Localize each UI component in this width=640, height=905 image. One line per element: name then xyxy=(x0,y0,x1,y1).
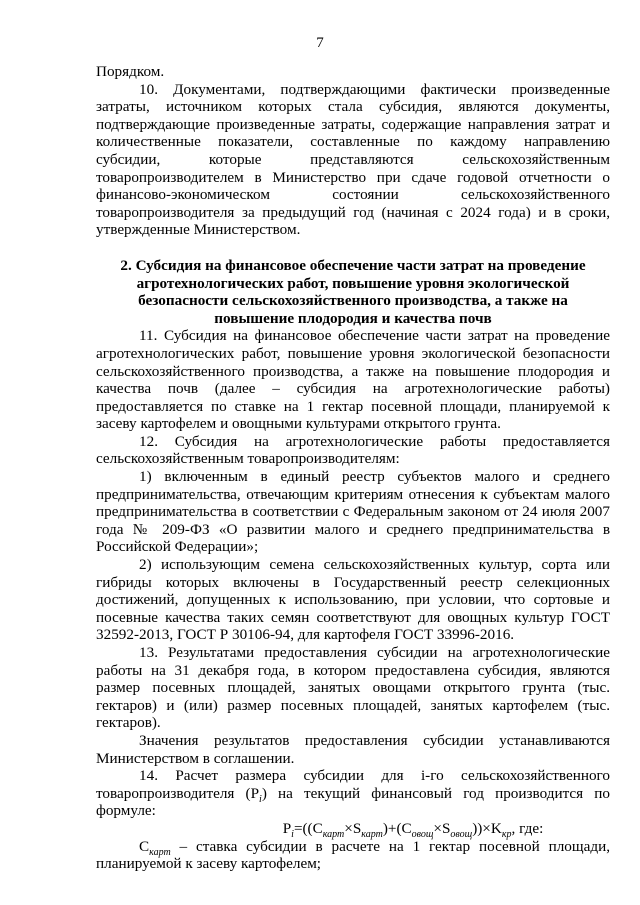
formula-sub-kart-1: карт xyxy=(322,828,345,840)
formula xyxy=(96,820,610,838)
formula-sub-kart-2: карт xyxy=(361,828,383,840)
formula-close: ))×K xyxy=(472,819,502,837)
definition-c-text: – ставка субсидии в расчете на 1 гектар посевной площади, планируемой к засеву картофелем; xyxy=(96,837,610,873)
definition-c-kart xyxy=(96,838,610,873)
formula-open: =((C xyxy=(293,819,323,837)
paragraph-14-end: ) на текущий финансовый год производится по формуле: xyxy=(96,784,610,820)
paragraph-14 xyxy=(96,767,610,820)
paragraph-10: 10. Документами, подтверждающими фактически произведенные затраты, источником которых стала субсидия, являются документы, подтверждающие произведенные затраты, содержащие направления затрат и количественные показатели, составленные по каждому направлению субсидии, которые представляются сельскохозяйственным товаропроизводителем в Министерство при сдаче годовой отчетности о финансово-экономическом состоянии сельскохозяйственного товаропроизводителя за предыдущий год (начиная с 2024 года) и в сроки, утвержденные Министерством. xyxy=(96,80,610,239)
paragraph-intro-tail: Порядком. xyxy=(96,63,165,80)
document-body xyxy=(96,63,610,873)
formula-times-2: ×S xyxy=(433,819,451,837)
formula-sub-ovoshch-1: овощ xyxy=(411,828,434,840)
formula-sub-kr: кр xyxy=(501,828,512,840)
paragraph-12-item-1: 1) включенным в единый реестр субъектов малого и среднего предпринимательства, отвечающим критериям отнесения к субъектам малого предпринимательства в соответствии с Федеральным законом от 24 июля 2007 года № 209-ФЗ «О развитии малого и среднего предпринимательства в Российской Федерации»; xyxy=(96,468,610,556)
paragraph-14-start: 14. Расчет размера субсидии для i-го сельскохозяйственного товаропроизводителя (P xyxy=(96,767,610,802)
page-number: 7 xyxy=(316,35,324,51)
paragraph-12-item-2: 2) использующим семена сельскохозяйственных культур, сорта или гибриды которых включены в Государственный реестр селекционных достижений, допущенных к использованию, при условии, что сортовые и посевные качества таких семян соответствуют для овощных культур ГОСТ 32592-2013, ГОСТ Р 30106-94, для картофеля ГОСТ 33996-2016. xyxy=(96,556,610,644)
paragraph-14-sub: i xyxy=(259,793,262,805)
paragraph-13: 13. Результатами предоставления субсидии на агротехнологические работы на 31 декабря года, в котором предоставлена субсидия, являются размер посевных площадей, занятых овощами открытого грунта (тыс. гектаров) и (или) размер посевных площадей, занятых картофелем (тыс. гектаров). xyxy=(96,644,610,732)
formula-tail: , где: xyxy=(511,819,544,837)
formula-plus: )+(C xyxy=(382,819,412,837)
paragraph-13-values: Значения результатов предоставления субсидии устанавливаются Министерством в соглашении. xyxy=(96,731,610,767)
formula-times-1: ×S xyxy=(344,819,362,837)
section-heading: 2. Субсидия на финансовое обеспечение части затрат на проведение агротехнологических работ, повышение уровня экологической безопасности сельскохозяйственного производства, а также на повышение плодородия и качества почв xyxy=(120,256,586,327)
formula-p: P xyxy=(282,819,292,837)
formula-sub-ovoshch-2: овощ xyxy=(450,828,473,840)
paragraph-12: 12. Субсидия на агротехнологические работы предоставляется сельскохозяйственным товаропроизводителям: xyxy=(96,432,610,468)
definition-c-sub: карт xyxy=(149,846,171,858)
paragraph-11: 11. Субсидия на финансовое обеспечение части затрат на проведение агротехнологических работ, повышение уровня экологической безопасности сельскохозяйственного производства, а также на повышение плодородия и качества почв (далее – субсидия на агротехнологические работы) предоставляется по ставке на 1 гектар посевной площади, планируемой к засеву картофелем и овощными культурами открытого грунта. xyxy=(96,327,610,433)
definition-c-symbol: C xyxy=(139,837,150,855)
formula-sub-i: i xyxy=(291,828,294,840)
